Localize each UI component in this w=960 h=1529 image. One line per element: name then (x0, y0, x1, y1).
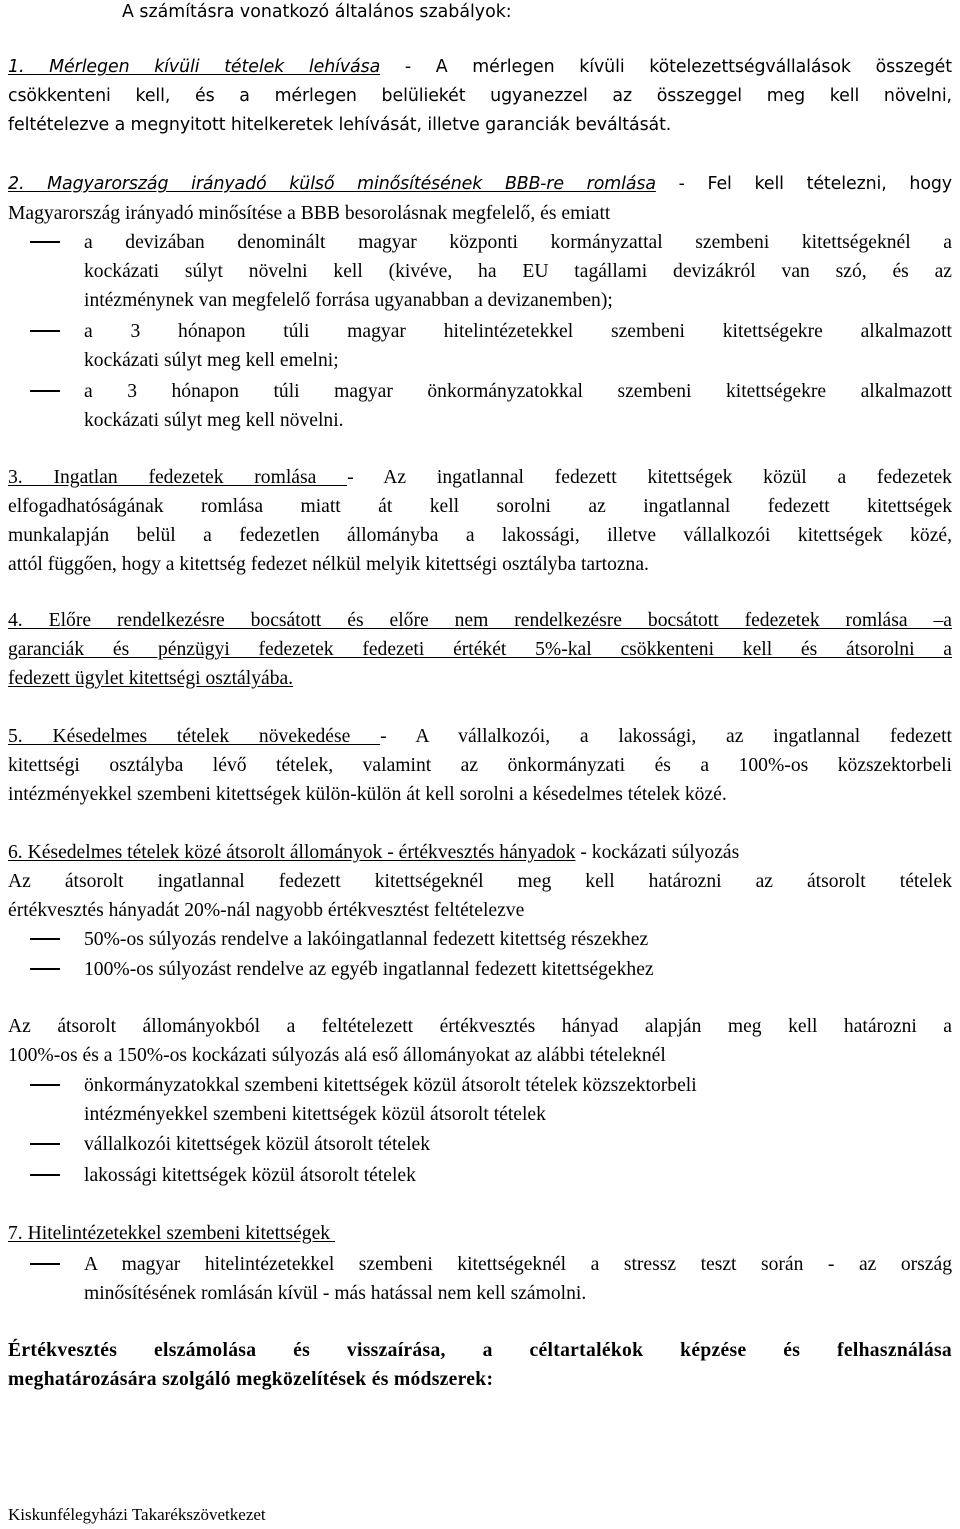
section-2-line: Magyarország irányadó minősítése a BBB besorolásnak megfelelő, és emiatt (8, 203, 611, 224)
bold-heading-line: Értékvesztés elszámolása és visszaírása, a céltartalékok képzése és felhasználása (8, 1340, 952, 1361)
bullet-line: a 3 hónapon túli magyar önkormányzatokkal szembeni kitettségekre alkalmazott (84, 381, 952, 402)
dash-bullet-icon (30, 968, 60, 970)
section-1-line (8, 53, 952, 82)
section-6b-bullet-2: vállalkozói kitettségek közül átsorolt tételek (84, 1134, 431, 1155)
section-4-line: fedezett ügylet kitettségi osztályába. (8, 668, 294, 689)
dash-bullet-icon (30, 390, 60, 392)
section-5 (8, 722, 952, 809)
section-1-line: csökkenteni kell, és a mérlegen belüliekét ugyanezzel az összeggel meg kell növelni, (8, 86, 952, 106)
section-2-line (8, 170, 952, 199)
section-2-bullet-1 (84, 228, 952, 315)
dash-bullet-icon (30, 1174, 60, 1176)
section-5-line (8, 722, 952, 751)
bullet-line: kockázati súlyt növelni kell (kivéve, ha EU tagállami devizákról van szó, és az (84, 261, 952, 282)
bullet-line: intézményekkel szembeni kitettségek közül átsorolt tételek (84, 1104, 546, 1125)
bullet-line: a 3 hónapon túli magyar hitelintézetekkel szembeni kitettségekre alkalmazott (84, 321, 952, 342)
bullet-line: A magyar hitelintézetekkel szembeni kitettségeknél a stressz teszt során - az ország (84, 1254, 952, 1275)
section-6-line: Az átsorolt ingatlannal fedezett kitettségeknél meg kell határozni az átsorolt tételek (8, 871, 952, 892)
bullet-line: intézménynek van megfelelő forrása ugyanabban a devizanemben); (84, 290, 613, 311)
section-2-text: - Fel kell tételezni, hogy (655, 174, 952, 194)
section-1-number: 1. (8, 57, 25, 77)
section-4-line: garanciák és pénzügyi fedezetek fedezeti értékét 5%-kal csökkenteni kell és átsorolni a (8, 639, 952, 660)
section-2 (8, 170, 952, 199)
section-6-line (8, 838, 952, 867)
section-6b-line: Az átsorolt állományokból a feltételezett értékvesztés hányad alapján meg kell határozni a (8, 1016, 952, 1037)
section-6-bullet-2: 100%-os súlyozást rendelve az egyéb ingatlannal fedezett kitettségekhez (84, 959, 654, 980)
section-7-title: 7. Hitelintézetekkel szembeni kitettségek (8, 1223, 335, 1244)
section-6b (8, 1012, 952, 1070)
section-3-line (8, 463, 952, 492)
section-3-text: - Az ingatlannal fedezett kitettségek közül a fedezetek (347, 467, 952, 488)
section-3-title: 3. Ingatlan fedezetek romlása (8, 467, 348, 488)
page-heading: A számításra vonatkozó általános szabályok: (122, 2, 512, 22)
dash-bullet-icon (30, 1084, 60, 1086)
section-1-title (8, 57, 380, 77)
section-6b-bullet-1 (84, 1071, 952, 1129)
dash-bullet-icon (30, 938, 60, 940)
section-6-title: 6. Késedelmes tételek közé átsorolt állományok - értékvesztés hányadok (8, 842, 576, 863)
bold-heading (8, 1336, 952, 1394)
bold-heading-line: meghatározására szolgáló megközelítések és módszerek: (8, 1369, 494, 1390)
section-2-bullet-3 (84, 377, 952, 435)
bullet-line: kockázati súlyt meg kell növelni. (84, 410, 344, 431)
section-1-text: - A mérlegen kívüli kötelezettségvállalások összegét (380, 57, 952, 77)
section-2-number: 2. (8, 174, 25, 194)
section-2-title (8, 174, 656, 194)
section-1 (8, 53, 952, 140)
section-2-bullet-2 (84, 317, 952, 375)
section-7 (8, 1219, 952, 1248)
section-4-line: 4. Előre rendelkezésre bocsátott és előre nem rendelkezésre bocsátott fedezetek romlása –a (8, 610, 952, 631)
section-7-bullet-1 (84, 1250, 952, 1308)
section-2-title-text: Magyarország irányadó külső minősítésének BBB-re romlása (47, 174, 656, 194)
section-1-line: feltételezve a megnyitott hitelkeretek lehívását, illetve garanciák beváltását. (8, 115, 672, 135)
dash-bullet-icon (30, 1143, 60, 1145)
section-6 (8, 838, 952, 925)
section-1-title-text: Mérlegen kívüli tételek lehívása (49, 57, 381, 77)
section-5-title: 5. Késedelmes tételek növekedése (8, 726, 381, 747)
dash-bullet-icon (30, 1263, 60, 1265)
section-6b-line: 100%-os és a 150%-os kockázati súlyozás alá eső állományokat az alábbi tételeknél (8, 1045, 666, 1066)
section-6-text: - kockázati súlyozás (575, 842, 740, 863)
section-3-line: elfogadhatóságának romlása miatt át kell sorolni az ingatlannal fedezett kitettségek (8, 496, 952, 517)
bullet-line: kockázati súlyt meg kell emelni; (84, 350, 339, 371)
section-3 (8, 463, 952, 579)
section-5-text: - A vállalkozói, a lakossági, az ingatlannal fedezett (380, 726, 952, 747)
section-3-line: attól függően, hogy a kitettség fedezet nélkül melyik kitettségi osztályba tartozna. (8, 554, 649, 575)
bullet-line: minősítésének romlásán kívül - más hatással nem kell számolni. (84, 1283, 587, 1304)
bullet-line: önkormányzatokkal szembeni kitettségek közül átsorolt tételek közszektorbeli (84, 1075, 697, 1096)
dash-bullet-icon (30, 330, 60, 332)
bullet-line: a devizában denominált magyar központi kormányzattal szembeni kitettségeknél a (84, 232, 952, 253)
section-6-bullet-1: 50%-os súlyozás rendelve a lakóingatlannal fedezett kitettség részekhez (84, 929, 649, 950)
section-5-line: kitettségi osztályba lévő tételek, valamint az önkormányzati és a 100%-os közszektorbeli (8, 755, 952, 776)
section-5-line: intézményekkel szembeni kitettségek külön-külön át kell sorolni a késedelmes tételek közé. (8, 784, 727, 805)
section-6b-bullet-3: lakossági kitettségek közül átsorolt tételek (84, 1165, 416, 1186)
footer-text: Kiskunfélegyházi Takarékszövetkezet (8, 1505, 266, 1524)
section-3-line: munkalapján belül a fedezetlen állományba a lakossági, illetve vállalkozói kitettségek közé, (8, 525, 952, 546)
dash-bullet-icon (30, 241, 60, 243)
section-4 (8, 606, 952, 693)
section-6-line: értékvesztés hányadát 20%-nál nagyobb értékvesztést feltételezve (8, 900, 525, 921)
